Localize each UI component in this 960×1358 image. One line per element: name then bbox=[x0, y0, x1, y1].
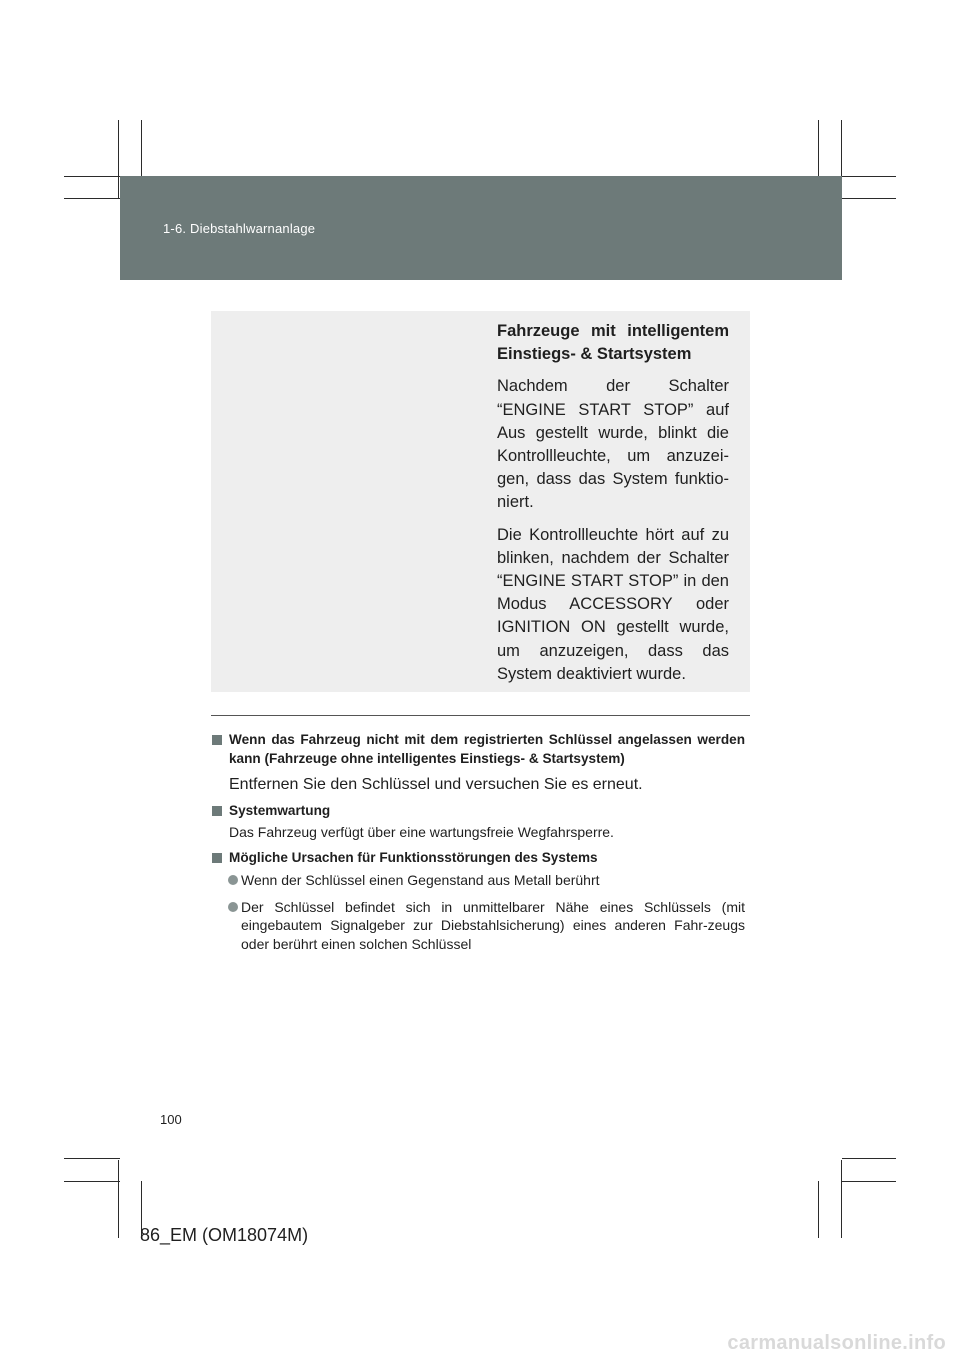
note-heading-text: Wenn das Fahrzeug nicht mit dem registrierten Schlüssel angelassen werden kann (Fahrzeuge ohne intelligentes Einstiegs- & Startsystem) bbox=[229, 732, 745, 766]
document-code: 86_EM (OM18074M) bbox=[140, 1225, 309, 1245]
crop-mark bbox=[818, 1181, 819, 1238]
section-label: 1-6. Diebstahlwarnanlage bbox=[163, 221, 316, 236]
notes-section bbox=[211, 731, 745, 961]
info-box-heading: Fahrzeuge mit intelligentem Einstiegs- & Startsystem bbox=[497, 322, 729, 364]
info-box-paragraph: Die Kontrollleuchte hört auf zu blinken, nachdem der Schalter “ENGINE START STOP” in den Modus ACCESSORY oder IGNITION ON gestellt wurde, um anzuzeigen, dass das System deaktiviert wurde. bbox=[497, 525, 729, 683]
section-divider bbox=[211, 715, 750, 716]
note-heading-text: Systemwartung bbox=[229, 803, 331, 819]
crop-mark bbox=[841, 1160, 842, 1238]
crop-mark bbox=[842, 176, 896, 177]
list-item bbox=[211, 871, 745, 890]
page-number: 100 bbox=[160, 1112, 182, 1127]
note-body: Entfernen Sie den Schlüssel und versuchen Sie es erneut. bbox=[229, 776, 643, 794]
watermark: carmanualsonline.info bbox=[727, 1332, 946, 1354]
square-bullet-icon bbox=[212, 735, 222, 745]
list-item-text: Der Schlüssel befindet sich in unmittelbarer Nähe eines Schlüssels (mit eingebautem Signalgeber zur Diebstahlsicherung) eines anderen Fahr-zeugs oder berührt einen solchen Schlüssel bbox=[241, 898, 745, 952]
crop-mark bbox=[842, 1181, 896, 1182]
crop-mark bbox=[64, 198, 120, 199]
crop-mark bbox=[842, 1158, 896, 1159]
info-box bbox=[211, 311, 750, 692]
crop-mark bbox=[118, 120, 119, 198]
square-bullet-icon bbox=[212, 806, 222, 816]
list-item-text: Wenn der Schlüssel einen Gegenstand aus Metall berührt bbox=[241, 871, 600, 888]
note-heading bbox=[211, 802, 745, 821]
list-item bbox=[211, 898, 745, 954]
crop-mark bbox=[818, 120, 819, 176]
section-header-band bbox=[120, 176, 842, 280]
info-box-text bbox=[497, 320, 729, 695]
crop-mark bbox=[141, 120, 142, 176]
note-heading bbox=[211, 849, 745, 868]
circle-bullet-icon bbox=[228, 902, 238, 912]
crop-mark bbox=[64, 1181, 120, 1182]
note-heading-text: Mögliche Ursachen für Funktionsstörungen des Systems bbox=[229, 850, 598, 866]
crop-mark bbox=[64, 1158, 120, 1159]
circle-bullet-icon bbox=[228, 875, 238, 885]
crop-mark bbox=[842, 198, 896, 199]
note-body: Das Fahrzeug verfügt über eine wartungsfreie Wegfahrsperre. bbox=[229, 823, 614, 840]
crop-mark bbox=[64, 176, 120, 177]
square-bullet-icon bbox=[212, 853, 222, 863]
info-box-paragraph: Nachdem der Schalter “ENGINE START STOP” auf Aus gestellt wurde, blinkt die Kontrollleuchte, um anzuzei-gen, dass das System funktio-niert. bbox=[497, 377, 729, 512]
crop-mark bbox=[118, 1160, 119, 1238]
note-heading bbox=[211, 731, 745, 768]
